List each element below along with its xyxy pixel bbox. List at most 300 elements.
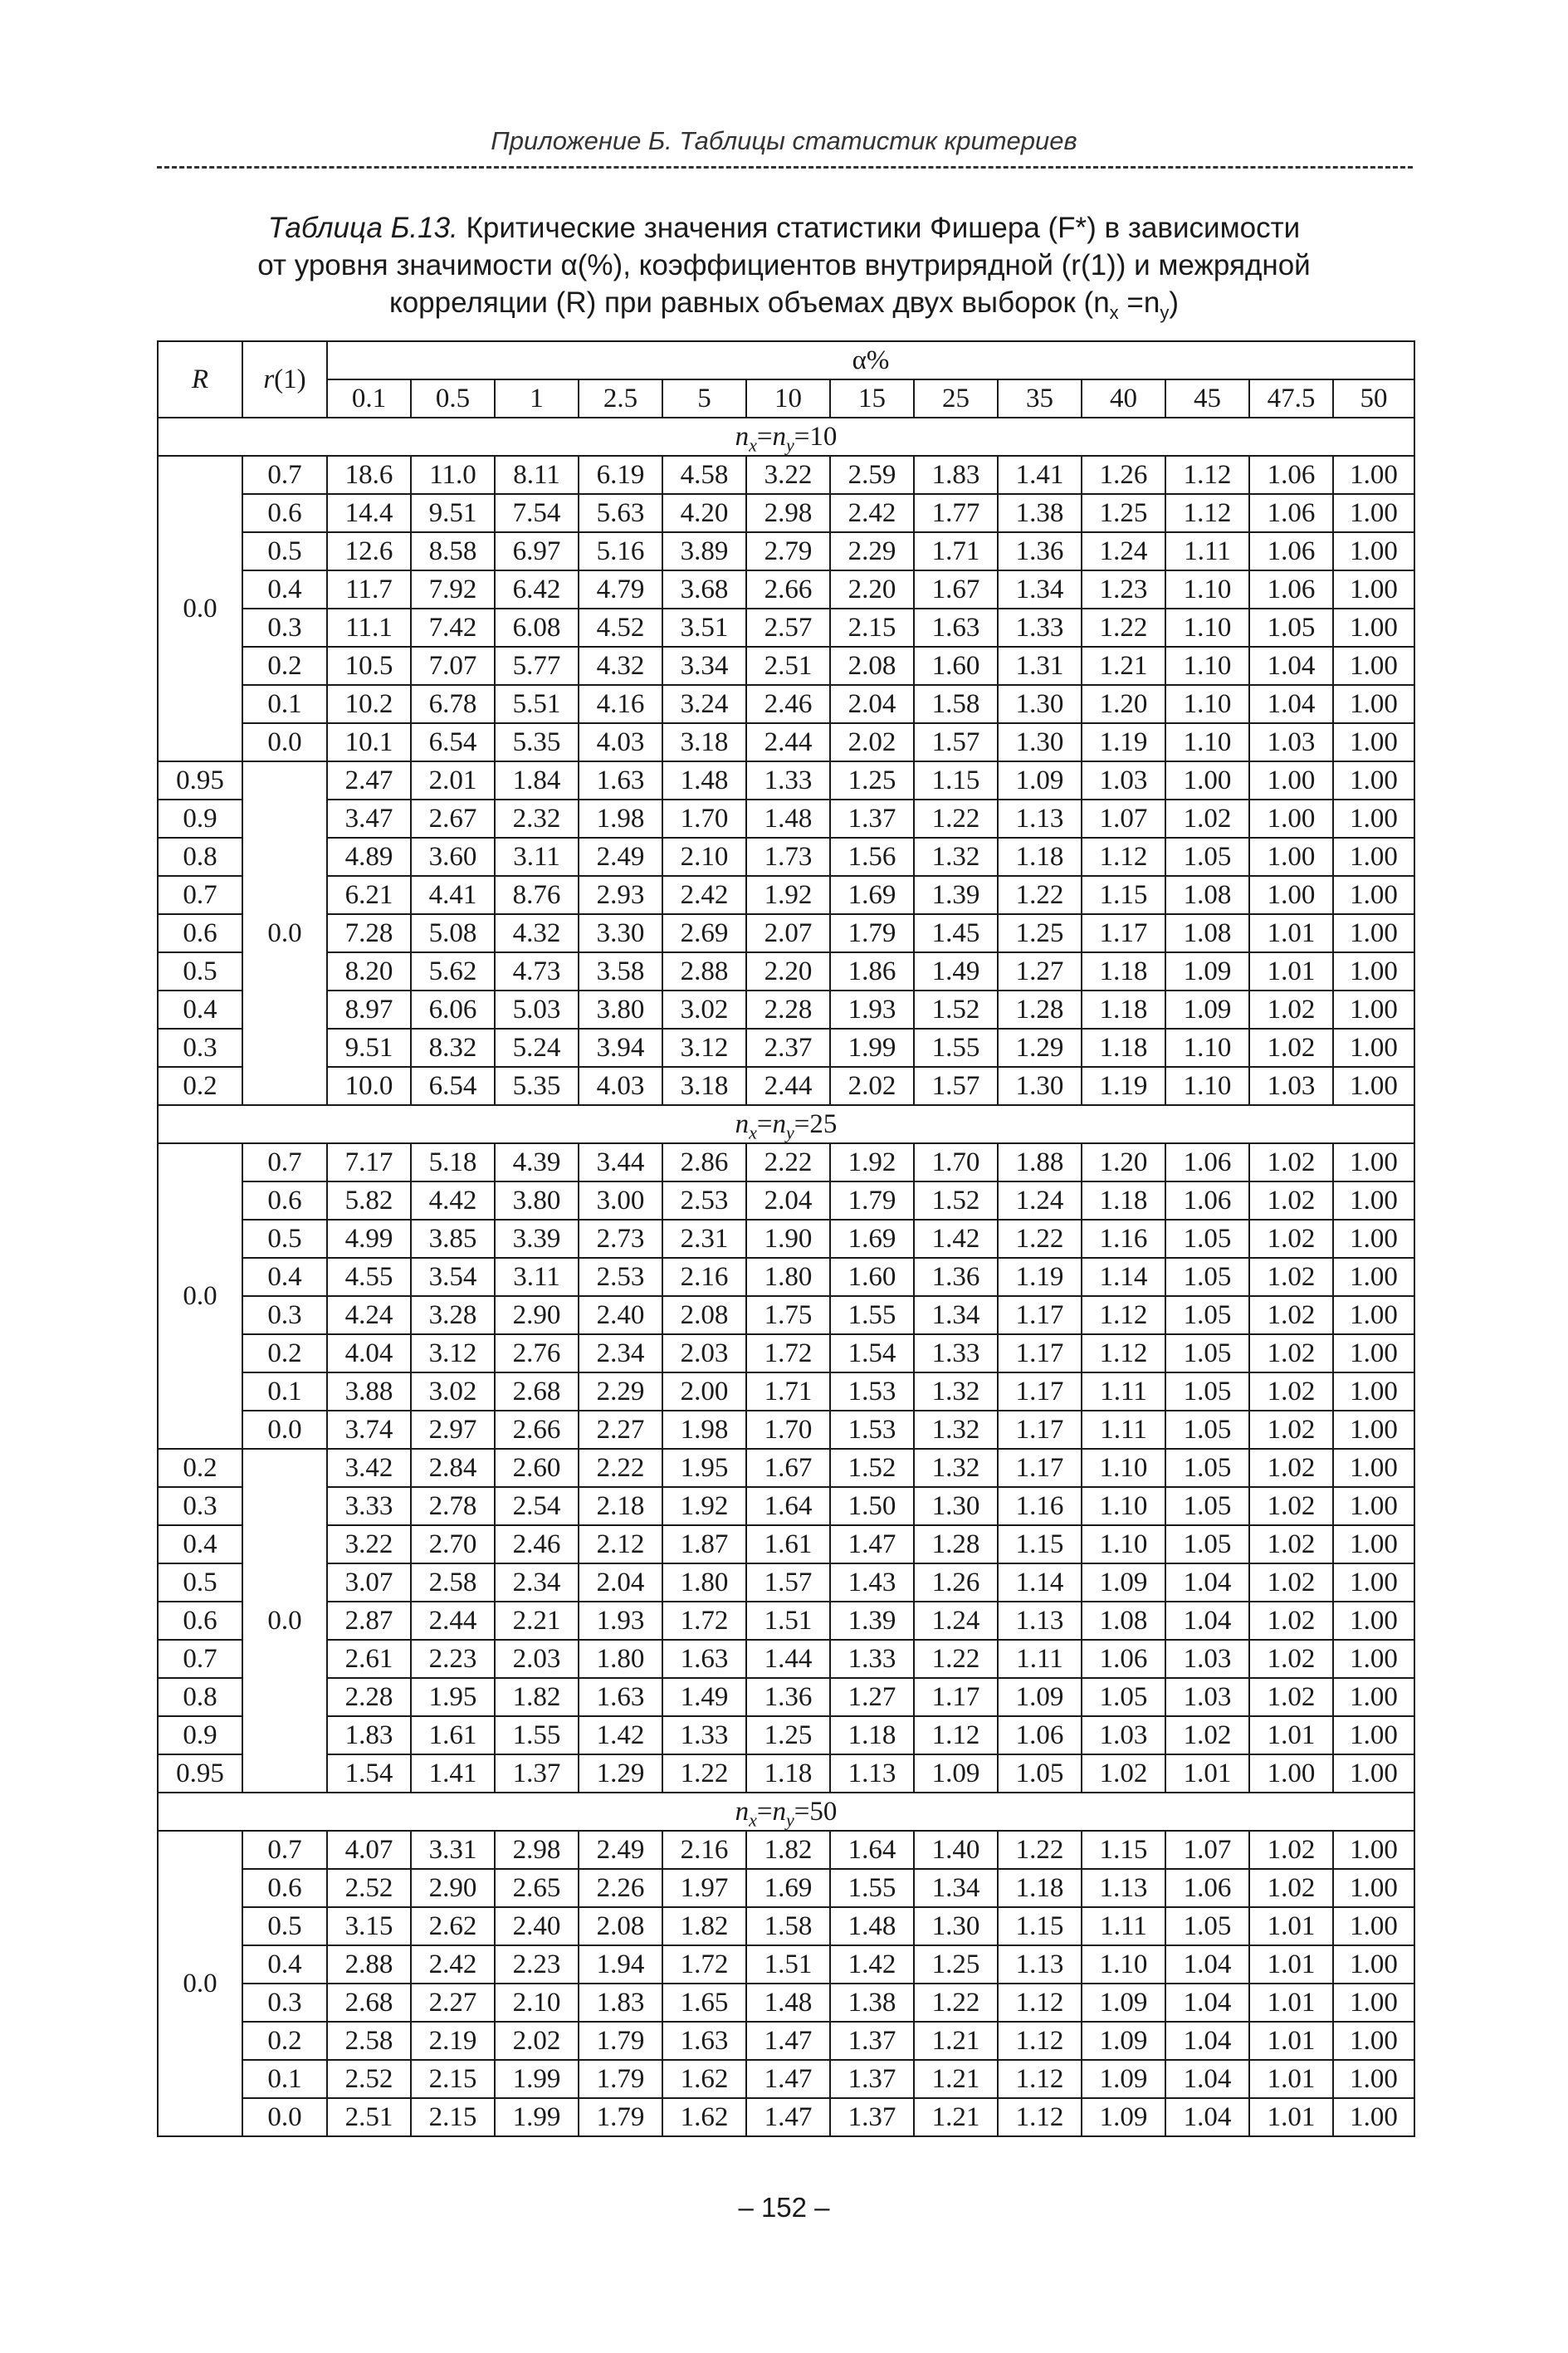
- R-value: 0.3: [158, 1487, 242, 1525]
- f-value: 2.10: [662, 838, 746, 876]
- f-value: 2.73: [579, 1220, 662, 1258]
- f-value: 1.00: [1333, 1143, 1414, 1181]
- f-value: 1.02: [1249, 1258, 1333, 1296]
- f-value: 1.04: [1165, 1984, 1249, 2022]
- f-value: 2.49: [579, 838, 662, 876]
- f-value: 1.10: [1082, 1449, 1165, 1487]
- f-value: 3.74: [327, 1411, 411, 1449]
- f-value: 1.00: [1249, 1754, 1333, 1793]
- f-value: 4.24: [327, 1296, 411, 1334]
- f-value: 1.23: [1082, 570, 1165, 609]
- f-value: 2.59: [830, 456, 914, 494]
- f-value: 1.02: [1249, 1602, 1333, 1640]
- f-value: 5.18: [411, 1143, 495, 1181]
- table-row: [158, 2060, 1414, 2098]
- f-value: 1.00: [1333, 838, 1414, 876]
- R-value: 0.5: [158, 1563, 242, 1602]
- alpha-level: 40: [1082, 379, 1165, 418]
- f-value: 1.17: [914, 1678, 998, 1716]
- f-value: 1.95: [411, 1678, 495, 1716]
- f-value: 1.98: [662, 1411, 746, 1449]
- f-value: 1.00: [1333, 1258, 1414, 1296]
- f-value: 2.53: [579, 1258, 662, 1296]
- f-value: 1.00: [1333, 1678, 1414, 1716]
- R-value: 0.9: [158, 1716, 242, 1754]
- f-value: 1.60: [830, 1258, 914, 1296]
- f-value: 1.13: [998, 1945, 1082, 1984]
- f-value: 1.98: [579, 800, 662, 838]
- f-value: 12.6: [327, 532, 411, 570]
- f-value: 3.00: [579, 1181, 662, 1220]
- f-value: 1.17: [998, 1411, 1082, 1449]
- f-value: 8.97: [327, 991, 411, 1029]
- section-header: $n_x=n_y=10$: [158, 418, 1414, 456]
- f-value: 1.19: [998, 1258, 1082, 1296]
- f-value: 2.03: [662, 1334, 746, 1372]
- f-value: 1.01: [1249, 2022, 1333, 2060]
- table-row: [158, 494, 1414, 532]
- f-value: 2.15: [411, 2098, 495, 2136]
- R-value: 0.7: [158, 1640, 242, 1678]
- f-value: 1.42: [830, 1945, 914, 1984]
- f-value: 1.77: [914, 494, 998, 532]
- f-value: 1.10: [1165, 647, 1249, 685]
- f-value: 5.77: [495, 647, 579, 685]
- f-value: 1.39: [830, 1602, 914, 1640]
- f-value: 3.22: [746, 456, 830, 494]
- table-row: [158, 1754, 1414, 1793]
- f-value: 1.64: [746, 1487, 830, 1525]
- f-value: 1.30: [998, 723, 1082, 761]
- f-value: 1.58: [746, 1907, 830, 1945]
- fisher-critical-values-table: [157, 340, 1415, 2137]
- f-value: 1.63: [579, 1678, 662, 1716]
- f-value: 3.12: [411, 1334, 495, 1372]
- f-value: 1.00: [1249, 838, 1333, 876]
- f-value: 1.63: [914, 609, 998, 647]
- f-value: 1.12: [1165, 456, 1249, 494]
- f-value: 4.32: [579, 647, 662, 685]
- f-value: 1.11: [1082, 1411, 1165, 1449]
- f-value: 1.22: [998, 1831, 1082, 1869]
- r1-value: 0.0: [242, 761, 327, 1105]
- r1-value: 0.7: [242, 456, 327, 494]
- f-value: 1.18: [746, 1754, 830, 1793]
- f-value: 1.55: [495, 1716, 579, 1754]
- f-value: 1.22: [914, 800, 998, 838]
- f-value: 6.08: [495, 609, 579, 647]
- f-value: 2.76: [495, 1334, 579, 1372]
- f-value: 1.99: [830, 1029, 914, 1067]
- f-value: 1.12: [1082, 1296, 1165, 1334]
- f-value: 4.41: [411, 876, 495, 914]
- f-value: 5.08: [411, 914, 495, 952]
- f-value: 1.14: [1082, 1258, 1165, 1296]
- f-value: 1.72: [662, 1602, 746, 1640]
- f-value: 1.06: [1249, 570, 1333, 609]
- caption-text-1: Критические значения статистики Фишера (F*) в зависимости: [466, 212, 1301, 244]
- f-value: 1.04: [1165, 1563, 1249, 1602]
- f-value: 1.11: [1165, 532, 1249, 570]
- f-value: 3.30: [579, 914, 662, 952]
- f-value: 4.20: [662, 494, 746, 532]
- f-value: 1.97: [662, 1869, 746, 1907]
- f-value: 1.19: [1082, 1067, 1165, 1105]
- f-value: 2.16: [662, 1258, 746, 1296]
- f-value: 1.09: [1082, 2022, 1165, 2060]
- R-value: 0.0: [158, 1831, 242, 2136]
- f-value: 1.00: [1333, 2022, 1414, 2060]
- f-value: 1.17: [998, 1449, 1082, 1487]
- caption-line-3: [183, 284, 1385, 321]
- f-value: 1.86: [830, 952, 914, 991]
- f-value: 1.01: [1249, 1945, 1333, 1984]
- f-value: 1.71: [746, 1372, 830, 1411]
- f-value: 6.19: [579, 456, 662, 494]
- f-value: 1.07: [1165, 1831, 1249, 1869]
- table-row: [158, 723, 1414, 761]
- f-value: 1.49: [662, 1678, 746, 1716]
- table-row: [158, 1029, 1414, 1067]
- f-value: 1.45: [914, 914, 998, 952]
- f-value: 1.05: [1249, 609, 1333, 647]
- f-value: 1.30: [998, 685, 1082, 723]
- R-value: 0.9: [158, 800, 242, 838]
- f-value: 1.12: [998, 1984, 1082, 2022]
- f-value: 1.00: [1333, 914, 1414, 952]
- f-value: 1.00: [1333, 991, 1414, 1029]
- table-row: [158, 1334, 1414, 1372]
- f-value: 3.80: [579, 991, 662, 1029]
- f-value: 1.25: [830, 761, 914, 800]
- r1-value: 0.7: [242, 1143, 327, 1181]
- f-value: 1.13: [998, 1602, 1082, 1640]
- table-row: [158, 1678, 1414, 1716]
- f-value: 1.15: [998, 1907, 1082, 1945]
- f-value: 1.53: [830, 1411, 914, 1449]
- f-value: 2.65: [495, 1869, 579, 1907]
- f-value: 6.78: [411, 685, 495, 723]
- f-value: 1.02: [1249, 1411, 1333, 1449]
- f-value: 1.54: [327, 1754, 411, 1793]
- f-value: 1.00: [1333, 1945, 1414, 1984]
- f-value: 1.31: [998, 647, 1082, 685]
- f-value: 1.21: [914, 2098, 998, 2136]
- f-value: 4.55: [327, 1258, 411, 1296]
- f-value: 1.06: [1082, 1640, 1165, 1678]
- f-value: 1.02: [1249, 1296, 1333, 1334]
- f-value: 1.61: [746, 1525, 830, 1563]
- f-value: 1.02: [1249, 1831, 1333, 1869]
- f-value: 3.02: [411, 1372, 495, 1411]
- f-value: 1.21: [914, 2060, 998, 2098]
- f-value: 2.01: [411, 761, 495, 800]
- f-value: 4.03: [579, 1067, 662, 1105]
- f-value: 2.51: [327, 2098, 411, 2136]
- f-value: 1.51: [746, 1602, 830, 1640]
- f-value: 1.02: [1249, 1143, 1333, 1181]
- f-value: 1.06: [1165, 1869, 1249, 1907]
- table-row: [158, 609, 1414, 647]
- f-value: 2.57: [746, 609, 830, 647]
- f-value: 5.16: [579, 532, 662, 570]
- f-value: 2.23: [495, 1945, 579, 1984]
- f-value: 1.02: [1249, 1372, 1333, 1411]
- f-value: 1.00: [1249, 761, 1333, 800]
- f-value: 1.28: [998, 991, 1082, 1029]
- f-value: 4.39: [495, 1143, 579, 1181]
- f-value: 1.22: [998, 876, 1082, 914]
- f-value: 1.11: [1082, 1372, 1165, 1411]
- f-value: 1.00: [1333, 2098, 1414, 2136]
- caption-line-2: от уровня значимости α(%), коэффициентов внутрирядной (r(1)) и межрядной: [257, 249, 1311, 281]
- f-value: 1.04: [1249, 647, 1333, 685]
- f-value: 1.34: [998, 570, 1082, 609]
- f-value: 1.19: [1082, 723, 1165, 761]
- f-value: 1.00: [1333, 1831, 1414, 1869]
- r1-value: 0.1: [242, 2060, 327, 2098]
- f-value: 3.31: [411, 1831, 495, 1869]
- f-value: 1.10: [1082, 1487, 1165, 1525]
- f-value: 2.20: [746, 952, 830, 991]
- f-value: 1.15: [998, 1525, 1082, 1563]
- column-header-R: R: [158, 341, 242, 418]
- f-value: 1.15: [914, 761, 998, 800]
- f-value: 5.35: [495, 1067, 579, 1105]
- f-value: 1.02: [1082, 1754, 1165, 1793]
- f-value: 11.7: [327, 570, 411, 609]
- f-value: 5.35: [495, 723, 579, 761]
- f-value: 1.03: [1082, 1716, 1165, 1754]
- f-value: 1.08: [1165, 914, 1249, 952]
- f-value: 1.13: [830, 1754, 914, 1793]
- f-value: 1.09: [914, 1754, 998, 1793]
- table-row: [158, 1487, 1414, 1525]
- table-row: [158, 838, 1414, 876]
- f-value: 3.85: [411, 1220, 495, 1258]
- f-value: 2.52: [327, 2060, 411, 2098]
- f-value: 3.88: [327, 1372, 411, 1411]
- f-value: 2.84: [411, 1449, 495, 1487]
- f-value: 1.36: [914, 1258, 998, 1296]
- f-value: 1.17: [998, 1372, 1082, 1411]
- f-value: 2.15: [411, 2060, 495, 2098]
- f-value: 1.07: [1082, 800, 1165, 838]
- f-value: 1.00: [1333, 761, 1414, 800]
- f-value: 2.42: [662, 876, 746, 914]
- f-value: 1.50: [830, 1487, 914, 1525]
- section-header: $n_x=n_y=25$: [158, 1105, 1414, 1143]
- column-header-r1: r(1): [242, 341, 327, 418]
- f-value: 1.05: [1165, 1220, 1249, 1258]
- f-value: 1.82: [746, 1831, 830, 1869]
- f-value: 1.18: [998, 838, 1082, 876]
- f-value: 1.10: [1165, 685, 1249, 723]
- R-value: 0.2: [158, 1067, 242, 1105]
- alpha-level: 45: [1165, 379, 1249, 418]
- f-value: 2.26: [579, 1869, 662, 1907]
- f-value: 10.0: [327, 1067, 411, 1105]
- f-value: 1.27: [998, 952, 1082, 991]
- f-value: 1.47: [746, 2098, 830, 2136]
- f-value: 1.00: [1333, 570, 1414, 609]
- f-value: 1.17: [1082, 914, 1165, 952]
- f-value: 1.05: [1165, 1258, 1249, 1296]
- fisher-table-wrapper: [157, 340, 1415, 2137]
- f-value: 1.56: [830, 838, 914, 876]
- r1-value: 0.0: [242, 1411, 327, 1449]
- f-value: 1.05: [1165, 1487, 1249, 1525]
- f-value: 1.22: [914, 1984, 998, 2022]
- f-value: 2.22: [579, 1449, 662, 1487]
- R-value: 0.4: [158, 991, 242, 1029]
- f-value: 1.02: [1249, 1640, 1333, 1678]
- f-value: 6.06: [411, 991, 495, 1029]
- table-row: [158, 2098, 1414, 2136]
- R-value: 0.8: [158, 1678, 242, 1716]
- f-value: 1.47: [830, 1525, 914, 1563]
- f-value: 2.19: [411, 2022, 495, 2060]
- f-value: 2.07: [746, 914, 830, 952]
- f-value: 1.54: [830, 1334, 914, 1372]
- f-value: 1.80: [662, 1563, 746, 1602]
- table-row: [158, 1296, 1414, 1334]
- f-value: 1.01: [1249, 914, 1333, 952]
- f-value: 1.00: [1333, 1487, 1414, 1525]
- f-value: 2.31: [662, 1220, 746, 1258]
- f-value: 1.05: [1165, 1525, 1249, 1563]
- f-value: 3.18: [662, 1067, 746, 1105]
- f-value: 1.10: [1165, 570, 1249, 609]
- alpha-levels-row: [158, 379, 1414, 418]
- f-value: 1.82: [662, 1907, 746, 1945]
- f-value: 7.54: [495, 494, 579, 532]
- f-value: 1.11: [998, 1640, 1082, 1678]
- f-value: 3.94: [579, 1029, 662, 1067]
- r1-value: 0.4: [242, 1258, 327, 1296]
- f-value: 1.00: [1333, 532, 1414, 570]
- f-value: 1.42: [914, 1220, 998, 1258]
- f-value: 1.00: [1333, 685, 1414, 723]
- f-value: 11.0: [411, 456, 495, 494]
- f-value: 1.20: [1082, 1143, 1165, 1181]
- f-value: 1.33: [830, 1640, 914, 1678]
- table-row: [158, 456, 1414, 494]
- f-value: 3.51: [662, 609, 746, 647]
- f-value: 1.36: [998, 532, 1082, 570]
- table-row: [158, 532, 1414, 570]
- f-value: 5.03: [495, 991, 579, 1029]
- f-value: 1.00: [1333, 1525, 1414, 1563]
- f-value: 4.79: [579, 570, 662, 609]
- f-value: 2.04: [579, 1563, 662, 1602]
- table-row: [158, 1181, 1414, 1220]
- f-value: 1.12: [998, 2022, 1082, 2060]
- f-value: 6.54: [411, 1067, 495, 1105]
- f-value: 1.06: [998, 1716, 1082, 1754]
- f-value: 8.20: [327, 952, 411, 991]
- f-value: 3.60: [411, 838, 495, 876]
- f-value: 2.15: [830, 609, 914, 647]
- f-value: 1.18: [1082, 1029, 1165, 1067]
- f-value: 1.13: [998, 800, 1082, 838]
- f-value: 2.52: [327, 1869, 411, 1907]
- f-value: 1.55: [830, 1869, 914, 1907]
- r1-value: 0.0: [242, 1449, 327, 1793]
- f-value: 2.61: [327, 1640, 411, 1678]
- table-row: [158, 1869, 1414, 1907]
- f-value: 1.34: [914, 1869, 998, 1907]
- f-value: 1.15: [1082, 876, 1165, 914]
- f-value: 8.11: [495, 456, 579, 494]
- f-value: 4.42: [411, 1181, 495, 1220]
- f-value: 1.12: [998, 2098, 1082, 2136]
- f-value: 1.41: [998, 456, 1082, 494]
- f-value: 1.00: [1333, 1563, 1414, 1602]
- caption-text-3: корреляции (R) при равных объемах двух выборок (n: [389, 286, 1110, 319]
- f-value: 1.00: [1333, 1754, 1414, 1793]
- r1-value: 0.4: [242, 570, 327, 609]
- f-value: 1.48: [746, 800, 830, 838]
- f-value: 2.69: [662, 914, 746, 952]
- alpha-level: 15: [830, 379, 914, 418]
- f-value: 1.33: [662, 1716, 746, 1754]
- f-value: 1.79: [579, 2098, 662, 2136]
- f-value: 3.47: [327, 800, 411, 838]
- f-value: 1.55: [914, 1029, 998, 1067]
- f-value: 1.15: [1082, 1831, 1165, 1869]
- f-value: 2.90: [411, 1869, 495, 1907]
- f-value: 1.16: [1082, 1220, 1165, 1258]
- f-value: 2.29: [579, 1372, 662, 1411]
- f-value: 1.34: [914, 1296, 998, 1334]
- f-value: 1.18: [1082, 1181, 1165, 1220]
- f-value: 1.09: [1082, 1984, 1165, 2022]
- f-value: 1.00: [1249, 800, 1333, 838]
- f-value: 1.05: [1082, 1678, 1165, 1716]
- f-value: 1.49: [914, 952, 998, 991]
- f-value: 1.32: [914, 1372, 998, 1411]
- f-value: 1.24: [1082, 532, 1165, 570]
- f-value: 1.05: [1165, 1334, 1249, 1372]
- f-value: 1.00: [1333, 647, 1414, 685]
- f-value: 2.37: [746, 1029, 830, 1067]
- f-value: 1.05: [1165, 1411, 1249, 1449]
- f-value: 1.10: [1082, 1945, 1165, 1984]
- f-value: 3.24: [662, 685, 746, 723]
- f-value: 1.10: [1165, 1029, 1249, 1067]
- table-row: [158, 1220, 1414, 1258]
- f-value: 1.02: [1165, 1716, 1249, 1754]
- f-value: 1.27: [830, 1678, 914, 1716]
- r1-value: 0.0: [242, 2098, 327, 2136]
- R-value: 0.3: [158, 1029, 242, 1067]
- f-value: 1.64: [830, 1831, 914, 1869]
- f-value: 1.73: [746, 838, 830, 876]
- alpha-level: 1: [495, 379, 579, 418]
- f-value: 9.51: [411, 494, 495, 532]
- table-row: [158, 1449, 1414, 1487]
- f-value: 10.1: [327, 723, 411, 761]
- f-value: 2.90: [495, 1296, 579, 1334]
- f-value: 1.02: [1249, 991, 1333, 1029]
- table-row: [158, 876, 1414, 914]
- table-row: [158, 1563, 1414, 1602]
- f-value: 2.22: [746, 1143, 830, 1181]
- f-value: 1.01: [1249, 2098, 1333, 2136]
- table-row: [158, 1143, 1414, 1181]
- f-value: 6.54: [411, 723, 495, 761]
